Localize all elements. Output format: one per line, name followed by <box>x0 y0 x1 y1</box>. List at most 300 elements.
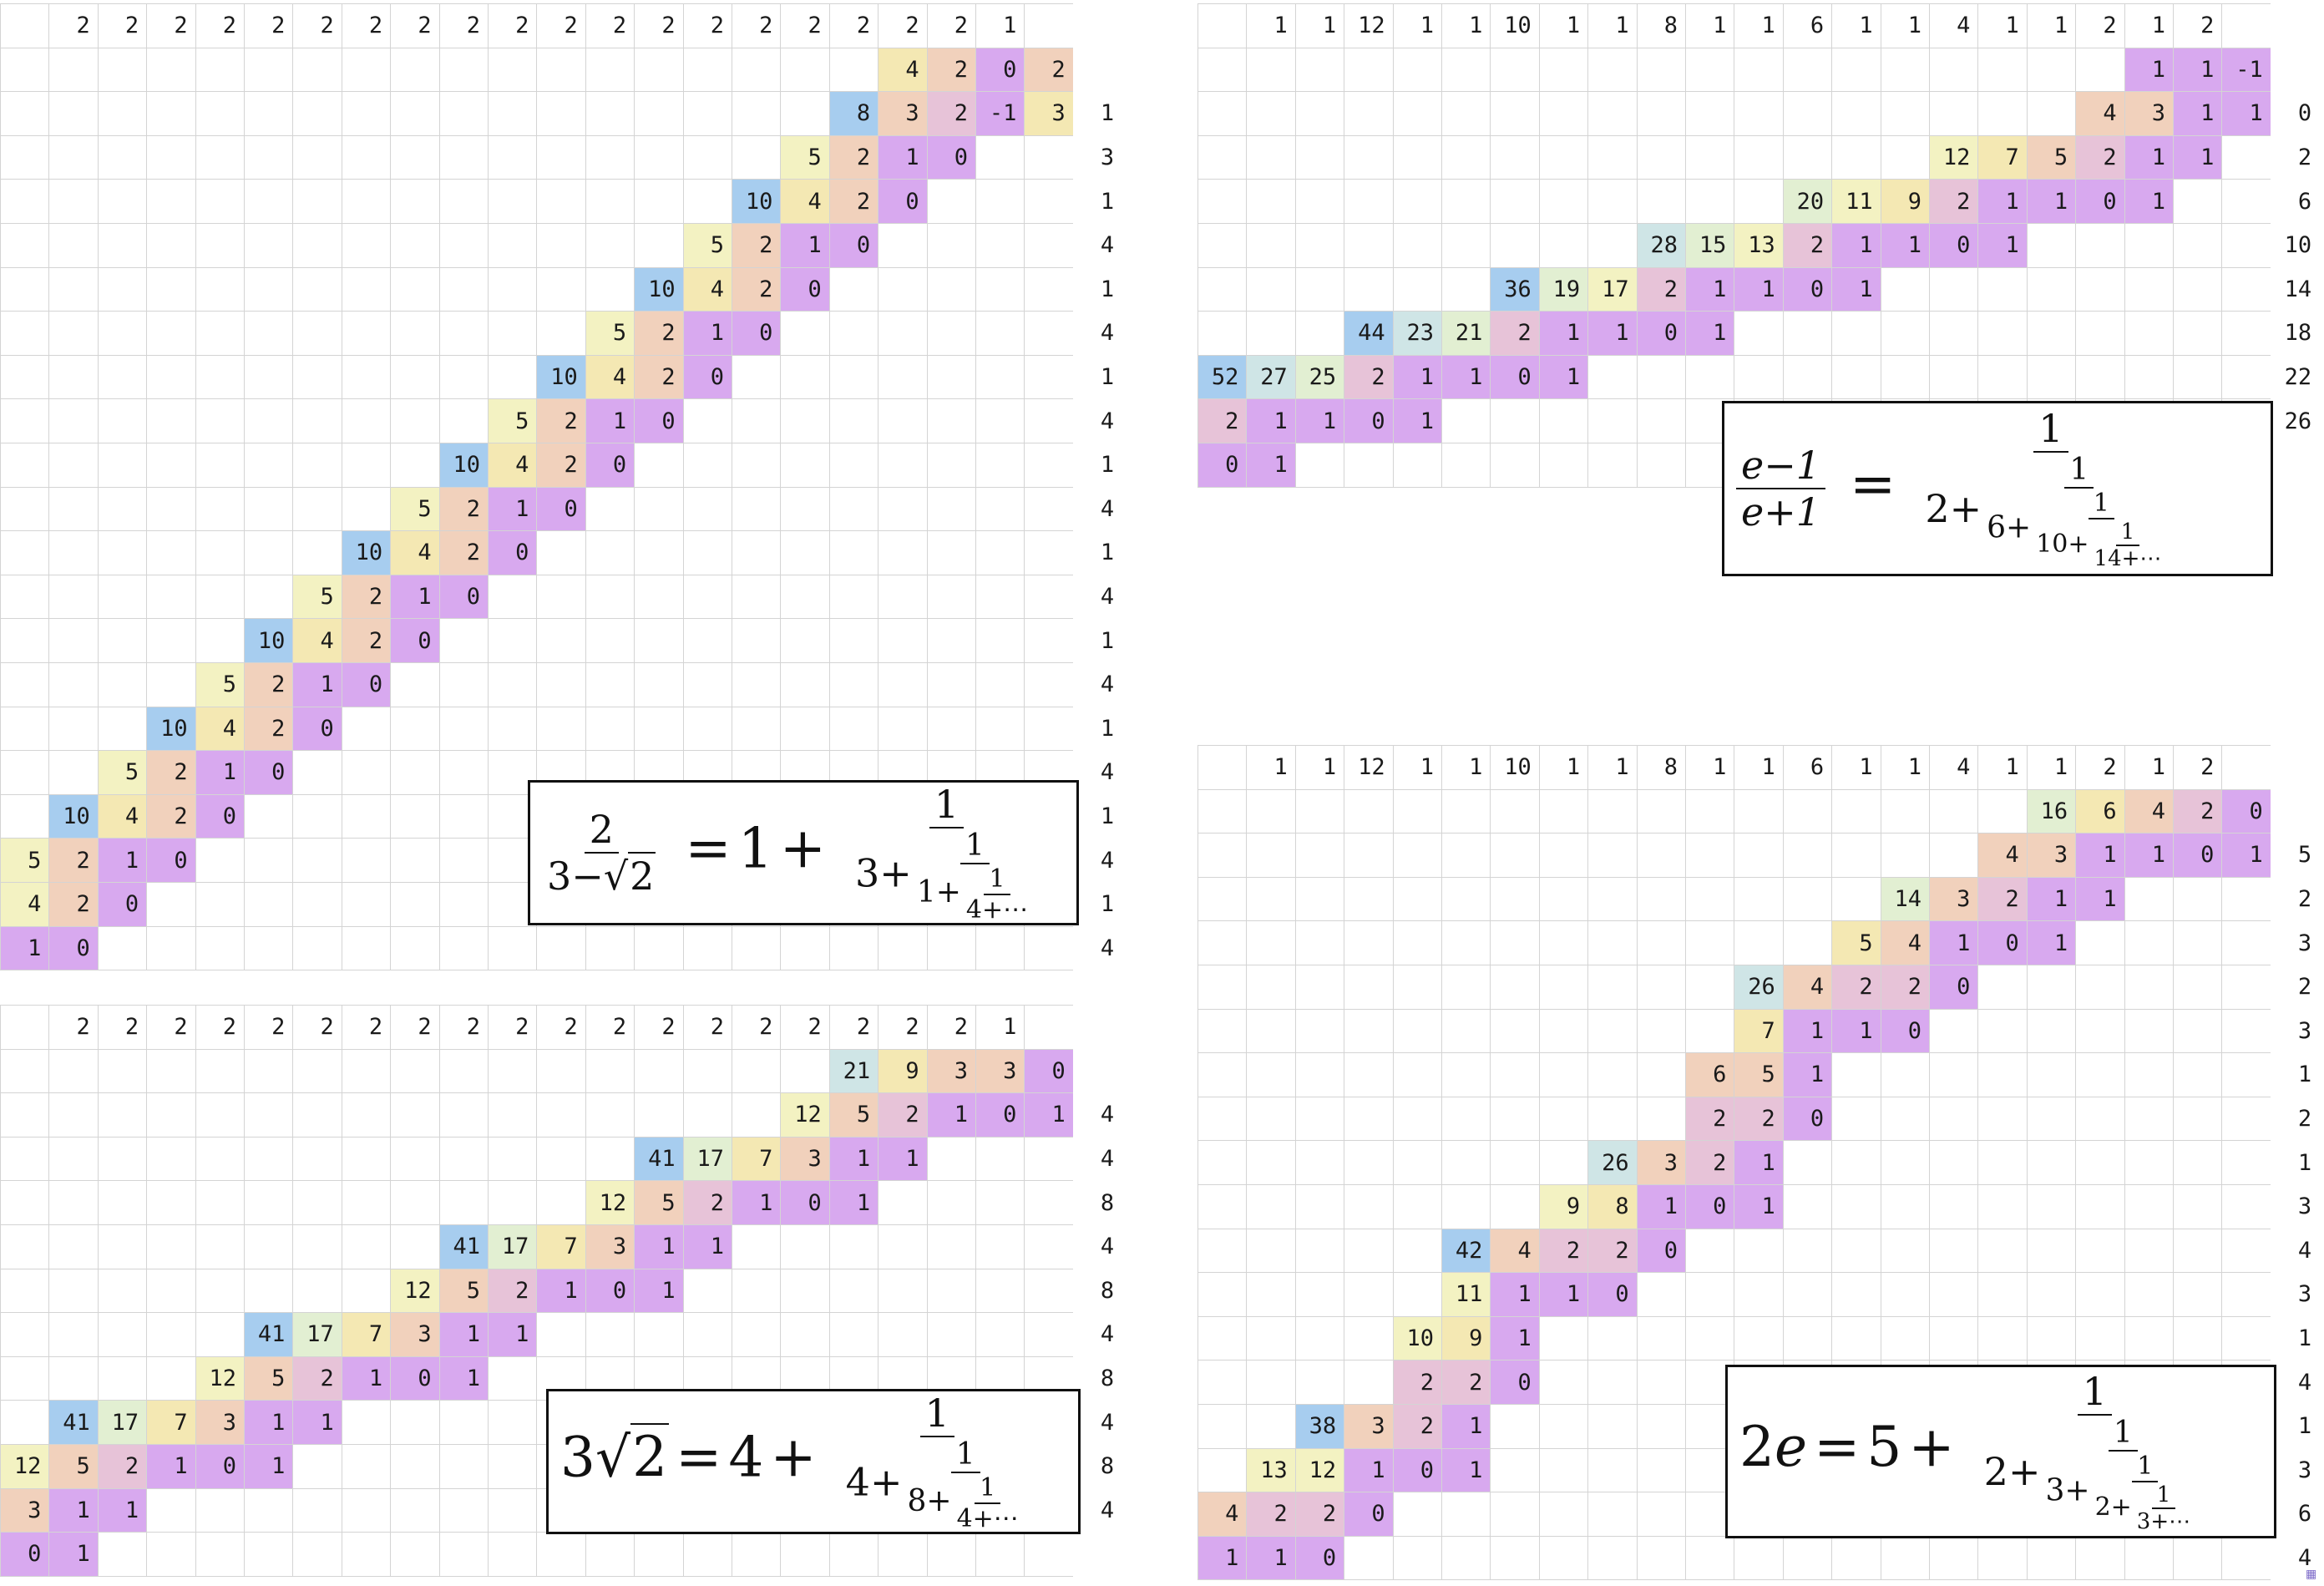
nested-fraction <box>2040 1416 2205 1534</box>
grid-cell-light-yellow: 13 <box>1734 223 1783 268</box>
grid-cell-empty <box>1295 965 1344 1010</box>
grid-cell-empty <box>1197 1316 1247 1361</box>
grid-cell-purple: 0 <box>1783 267 1832 312</box>
grid-cell-empty <box>1295 1316 1344 1361</box>
grid-cell-light-yellow: 13 <box>1246 1448 1295 1493</box>
grid-cell-empty <box>1490 1448 1539 1493</box>
grid-cell-pink: 2 <box>1587 1229 1637 1274</box>
right-column-value: 8 <box>1073 1180 1122 1225</box>
grid-cell-empty <box>292 487 342 532</box>
grid-cell-empty <box>390 662 439 707</box>
grid-cell-peach: 4 <box>1977 833 2027 878</box>
grid-cell-peach: 5 <box>1734 1052 1783 1097</box>
grid-cell-empty <box>1587 965 1637 1010</box>
grid-cell-empty <box>1344 1360 1393 1405</box>
grid-cell-purple: 1 <box>585 398 635 443</box>
grid-cell-empty <box>1441 1536 1491 1581</box>
grid-cell-empty <box>146 487 195 532</box>
grid-cell-empty <box>1587 1360 1637 1405</box>
grid-cell-empty <box>634 618 683 663</box>
grid-cell-empty <box>2075 1316 2124 1361</box>
grid-cell-empty <box>2027 91 2076 136</box>
grid-cell-empty <box>1246 1097 1295 1142</box>
grid-cell-peach: 5 <box>48 1444 98 1489</box>
grid-cell-empty <box>342 794 391 839</box>
top-row-value: 2 <box>244 1005 293 1050</box>
grid-cell-empty <box>878 530 927 575</box>
grid-cell-empty <box>292 1224 342 1269</box>
grid-cell-empty <box>439 179 489 224</box>
grid-cell-purple: 1 <box>2027 877 2076 922</box>
grid-cell-empty <box>2027 1009 2076 1054</box>
grid-cell-empty <box>1783 920 1832 965</box>
grid-cell-empty <box>2271 789 2320 834</box>
grid-cell-empty <box>1490 1184 1539 1229</box>
grid-cell-peach: 3 <box>1637 1140 1686 1185</box>
grid-cell-empty <box>975 1180 1025 1225</box>
grid-cell-empty <box>292 135 342 180</box>
grid-cell-empty <box>1539 965 1588 1010</box>
grid-cell-yellow: 5 <box>1831 920 1881 965</box>
grid-cell-empty <box>1197 267 1247 312</box>
grid-cell-purple: 1 <box>439 1356 489 1401</box>
grid-cell-empty <box>1344 91 1393 136</box>
grid-cell-purple: 1 <box>2124 179 2174 224</box>
grid-cell-peach: 5 <box>829 1092 878 1138</box>
grid-cell-empty <box>536 311 585 356</box>
grid-cell-empty <box>195 1049 245 1094</box>
grid-cell-purple: 0 <box>439 575 489 620</box>
grid-cell-empty <box>1393 1536 1442 1581</box>
grid-cell-empty <box>488 179 537 224</box>
grid-cell-blue: 10 <box>634 267 683 312</box>
grid-cell-pink: 2 <box>683 1180 732 1225</box>
grid-cell-empty <box>1637 1097 1686 1142</box>
grid-cell-empty <box>1881 135 1930 180</box>
grid-cell-empty <box>927 1532 976 1577</box>
grid-cell-purple: 0 <box>1881 1009 1930 1054</box>
grid-cell-empty <box>1024 707 1073 752</box>
grid-cell-purple: 0 <box>1587 1272 1637 1317</box>
grid-cell-empty <box>146 662 195 707</box>
grid-cell-empty <box>1024 1224 1073 1269</box>
grid-cell-empty <box>1977 1229 2027 1274</box>
grid-cell-purple: 1 <box>1734 1140 1783 1185</box>
grid-cell-empty <box>1831 1140 1881 1185</box>
grid-cell-empty <box>536 91 585 136</box>
grid-cell-empty <box>390 1400 439 1445</box>
radicand: 2 <box>630 854 655 899</box>
numerator: 1 <box>929 782 964 828</box>
grid-cell-empty <box>292 267 342 312</box>
grid-cell-pink: 2 <box>98 1444 147 1489</box>
right-column-value: 4 <box>1073 1137 1122 1182</box>
grid-cell-empty <box>1637 398 1686 443</box>
grid-cell-empty <box>195 487 245 532</box>
grid-cell-purple: 1 <box>2124 48 2174 93</box>
grid-cell-yellow: 4 <box>195 707 245 752</box>
grid-cell-yellow: 4 <box>98 794 147 839</box>
formula-box-3sqrt2 <box>546 1389 1081 1534</box>
grid-cell-empty <box>1197 920 1247 965</box>
grid-cell-empty <box>1295 1184 1344 1229</box>
numerator: 1 <box>2064 453 2094 489</box>
grid-cell-empty <box>2221 223 2271 268</box>
grid-cell-empty <box>195 223 245 268</box>
denominator <box>1979 1416 2210 1534</box>
grid-cell-empty <box>146 311 195 356</box>
grid-cell-empty <box>1246 223 1295 268</box>
grid-cell-purple: 1 <box>1734 1184 1783 1229</box>
grid-cell-empty <box>1295 1229 1344 1274</box>
numerator: 1 <box>2152 1482 2176 1509</box>
grid-cell-empty <box>536 1312 585 1357</box>
grid-cell-empty <box>1246 1360 1295 1405</box>
grid-cell-empty <box>1881 91 1930 136</box>
grid-cell-empty <box>878 223 927 268</box>
grid-cell-empty <box>2075 1229 2124 1274</box>
grid-cell-empty <box>975 311 1025 356</box>
grid-cell-yellow: 4 <box>878 48 927 93</box>
top-row-value: 2 <box>683 3 732 48</box>
grid-cell-empty <box>0 1356 49 1401</box>
grid-cell-yellow: 7 <box>536 1224 585 1269</box>
grid-cell-empty <box>342 1092 391 1138</box>
grid-cell-pink: 2 <box>1393 1360 1442 1405</box>
top-row-value: 4 <box>1929 745 1978 790</box>
grid-cell-empty <box>1344 877 1393 922</box>
grid-cell-empty <box>195 926 245 971</box>
grid-cell-empty <box>2124 1184 2174 1229</box>
top-row-value: 1 <box>1393 3 1442 48</box>
grid-cell-purple: 1 <box>1783 1052 1832 1097</box>
grid-cell-empty <box>2173 965 2222 1010</box>
grid-cell-empty <box>488 267 537 312</box>
grid-cell-purple: 1 <box>2221 91 2271 136</box>
grid-cell-empty <box>975 926 1025 971</box>
grid-cell-empty <box>1246 1140 1295 1185</box>
grid-cell-yellow: 4 <box>292 618 342 663</box>
right-column-value: 4 <box>1073 1400 1122 1445</box>
grid-cell-empty <box>683 618 732 663</box>
grid-cell-empty <box>2221 1316 2271 1361</box>
grid-cell-purple: 0 <box>1637 311 1686 356</box>
grid-cell-purple: 1 <box>1539 311 1588 356</box>
grid-cell-empty <box>48 707 98 752</box>
grid-cell-empty <box>927 1312 976 1357</box>
grid-cell-empty <box>146 179 195 224</box>
grid-cell-pink: 2 <box>1490 311 1539 356</box>
grid-cell-empty <box>2221 1097 2271 1142</box>
grid-cell-empty <box>439 926 489 971</box>
top-row-value: 10 <box>1490 3 1539 48</box>
grid-cell-purple: 1 <box>2075 833 2124 878</box>
grid-cell-empty <box>390 311 439 356</box>
grid-cell-empty <box>1929 1097 1978 1142</box>
numerator: 1 <box>2109 1416 2138 1452</box>
top-row-value: 1 <box>1246 3 1295 48</box>
grid-cell-empty <box>878 1224 927 1269</box>
grid-cell-empty <box>1490 1097 1539 1142</box>
grid-cell-empty <box>1539 1492 1588 1537</box>
grid-cell-purple: 1 <box>488 1312 537 1357</box>
grid-cell-light-yellow: 17 <box>1587 267 1637 312</box>
grid-cell-empty <box>1734 1316 1783 1361</box>
grid-cell-empty <box>1881 1184 1930 1229</box>
grid-cell-purple: 0 <box>1929 223 1978 268</box>
grid-cell-light-yellow: 5 <box>390 487 439 532</box>
grid-cell-peach: 4 <box>1881 920 1930 965</box>
grid-cell-empty <box>878 926 927 971</box>
grid-cell-purple: 0 <box>1490 1360 1539 1405</box>
grid-cell-empty <box>342 179 391 224</box>
grid-cell-empty <box>1441 135 1491 180</box>
grid-cell-empty <box>1344 179 1393 224</box>
top-row-value: 2 <box>780 1005 829 1050</box>
grid-cell-empty <box>1734 789 1783 834</box>
top-row-value: 2 <box>342 1005 391 1050</box>
grid-cell-empty <box>1539 1097 1588 1142</box>
grid-cell-empty <box>1024 575 1073 620</box>
grid-cell-empty <box>1587 1009 1637 1054</box>
grid-cell-empty <box>1441 877 1491 922</box>
grid-cell-empty <box>98 1312 147 1357</box>
grid-cell-empty <box>780 1312 829 1357</box>
grid-cell-empty <box>536 1180 585 1225</box>
grid-cell-purple: 0 <box>98 882 147 927</box>
top-row-value: 2 <box>634 3 683 48</box>
grid-cell-empty <box>585 135 635 180</box>
grid-cell-empty <box>2221 1272 2271 1317</box>
right-column-value: 4 <box>2271 1360 2320 1405</box>
grid-cell-purple: -1 <box>2221 48 2271 93</box>
grid-cell-empty <box>536 135 585 180</box>
right-column-value: 4 <box>1073 223 1122 268</box>
grid-cell-empty <box>2075 1536 2124 1581</box>
grid-cell-empty <box>927 487 976 532</box>
grid-cell-purple: 1 <box>2173 135 2222 180</box>
right-column-value: 4 <box>1073 1092 1122 1138</box>
right-column-value: 1 <box>1073 91 1122 136</box>
grid-cell-light-yellow: 5 <box>585 311 635 356</box>
grid-cell-empty <box>1441 920 1491 965</box>
grid-cell-empty <box>1587 398 1637 443</box>
grid-cell-empty <box>195 1092 245 1138</box>
grid-cell-empty <box>390 179 439 224</box>
grid-cell-empty <box>1685 1272 1734 1317</box>
grid-cell-empty <box>2173 1316 2222 1361</box>
grid-cell-empty <box>195 179 245 224</box>
grid-cell-empty <box>536 662 585 707</box>
grid-cell-empty <box>244 1269 293 1314</box>
grid-cell-empty <box>48 1224 98 1269</box>
grid-cell-empty <box>0 443 49 488</box>
grid-cell-empty <box>146 1224 195 1269</box>
term: 4+⋯ <box>965 894 1029 925</box>
top-row-value: 1 <box>1539 745 1588 790</box>
grid-cell-empty <box>1685 48 1734 93</box>
grid-cell-purple: 0 <box>585 1269 635 1314</box>
grid-cell-purple: 1 <box>292 1400 342 1445</box>
grid-cell-empty <box>1783 1140 1832 1185</box>
integer-part: 4 <box>728 1425 764 1489</box>
grid-cell-empty <box>1977 1140 2027 1185</box>
grid-cell-empty <box>1490 48 1539 93</box>
numerator: 1 <box>2089 489 2114 519</box>
grid-cell-empty <box>292 48 342 93</box>
right-column-value: 8 <box>1073 1444 1122 1489</box>
grid-cell-purple: 1 <box>829 1180 878 1225</box>
grid-cell-empty <box>1977 1316 2027 1361</box>
grid-cell-empty <box>1831 1316 1881 1361</box>
grid-cell-peach: 2 <box>244 662 293 707</box>
right-column-value: 3 <box>2271 1272 2320 1317</box>
grid-cell-empty <box>2173 1229 2222 1274</box>
grid-cell-empty <box>1685 1009 1734 1054</box>
grid-cell-empty <box>975 1224 1025 1269</box>
grid-cell-purple: 0 <box>195 794 245 839</box>
right-column-value: 4 <box>2271 1536 2320 1581</box>
grid-cell-empty <box>1539 877 1588 922</box>
grid-cell-empty <box>244 1224 293 1269</box>
grid-cell-empty <box>1587 91 1637 136</box>
grid-cell-mint: 25 <box>1295 355 1344 400</box>
grid-cell-peach: 2 <box>732 267 781 312</box>
grid-cell-empty <box>244 575 293 620</box>
grid-cell-purple: 1 <box>1685 311 1734 356</box>
grid-cell-pink: 2 <box>1783 223 1832 268</box>
grid-cell-empty <box>0 530 49 575</box>
grid-cell-empty <box>927 355 976 400</box>
grid-cell-empty <box>0 1224 49 1269</box>
grid-cell-empty <box>683 1532 732 1577</box>
grid-cell-empty <box>342 1532 391 1577</box>
grid-cell-empty <box>1881 311 1930 356</box>
grid-cell-empty <box>390 1444 439 1489</box>
grid-cell-empty <box>292 311 342 356</box>
grid-cell-empty <box>634 1049 683 1094</box>
grid-cell-empty <box>732 530 781 575</box>
grid-cell-empty <box>1490 223 1539 268</box>
grid-cell-empty <box>1929 48 1978 93</box>
grid-cell-empty <box>488 48 537 93</box>
grid-cell-empty <box>48 618 98 663</box>
grid-cell-empty <box>1024 1532 1073 1577</box>
grid-cell-empty <box>1024 1312 1073 1357</box>
grid-cell-empty <box>2027 1272 2076 1317</box>
grid-cell-empty <box>1246 267 1295 312</box>
right-column-value: 4 <box>1073 838 1122 883</box>
grid-cell-empty <box>1024 267 1073 312</box>
grid-cell-empty <box>146 1312 195 1357</box>
grid-cell-purple: 1 <box>2173 48 2222 93</box>
grid-cell-yellow: 4 <box>683 267 732 312</box>
grid-cell-peach: 3 <box>1929 877 1978 922</box>
grid-cell-empty <box>1881 1052 1930 1097</box>
term: 3+ <box>855 850 912 895</box>
grid-cell-empty <box>2221 1536 2271 1581</box>
grid-cell-purple: 0 <box>975 1092 1025 1138</box>
grid-cell-empty <box>0 48 49 93</box>
grid-cell-empty <box>634 1532 683 1577</box>
grid-cell-empty <box>829 355 878 400</box>
grid-cell-empty <box>48 1269 98 1314</box>
grid-cell-empty <box>1393 789 1442 834</box>
grid-cell-empty <box>48 1356 98 1401</box>
grid-cell-empty <box>1587 833 1637 878</box>
grid-cell-empty <box>1197 745 1247 790</box>
grid-cell-empty <box>390 750 439 795</box>
grid-cell-blue: 36 <box>1490 267 1539 312</box>
grid-cell-empty <box>1490 1492 1539 1537</box>
numerator: 1 <box>2078 1369 2112 1416</box>
grid-cell-light-yellow: 5 <box>780 135 829 180</box>
grid-cell-empty <box>488 1400 537 1445</box>
denominator <box>2090 1482 2201 1534</box>
grid-cell-empty <box>1685 920 1734 965</box>
grid-cell-empty <box>390 794 439 839</box>
nested-fraction <box>2132 1482 2195 1534</box>
grid-cell-empty <box>2173 1140 2222 1185</box>
grid-cell-empty <box>1539 179 1588 224</box>
grid-cell-empty <box>1246 1229 1295 1274</box>
grid-cell-empty <box>780 1224 829 1269</box>
grid-cell-yellow: 7 <box>342 1312 391 1357</box>
grid-cell-empty <box>634 926 683 971</box>
grid-cell-peach: 5 <box>244 1356 293 1401</box>
grid-cell-empty <box>585 575 635 620</box>
integer-part: 5 <box>1866 1415 1902 1479</box>
grid-cell-empty <box>48 530 98 575</box>
grid-cell-empty <box>1977 311 2027 356</box>
grid-cell-empty <box>390 1137 439 1182</box>
grid-cell-empty <box>439 223 489 268</box>
top-row-value: 1 <box>1685 745 1734 790</box>
grid-cell-empty <box>1295 223 1344 268</box>
grid-cell-empty <box>780 530 829 575</box>
grid-cell-empty <box>1344 920 1393 965</box>
top-row-value: 2 <box>292 3 342 48</box>
grid-cell-purple: 1 <box>2221 833 2271 878</box>
grid-cell-empty <box>927 926 976 971</box>
top-row-value: 1 <box>1441 3 1491 48</box>
term: 10+ <box>2036 530 2089 559</box>
grid-cell-empty <box>1881 1229 1930 1274</box>
grid-cell-empty <box>2173 1052 2222 1097</box>
grid-cell-purple: 1 <box>1246 1536 1295 1581</box>
grid-cell-empty <box>2271 745 2320 790</box>
grid-cell-empty <box>1587 920 1637 965</box>
right-column-value: 3 <box>2271 1184 2320 1229</box>
grid-cell-peach: 2 <box>927 48 976 93</box>
top-row-value: 1 <box>1977 745 2027 790</box>
top-row-value: 1 <box>1441 745 1491 790</box>
grid-cell-empty <box>1977 1272 2027 1317</box>
grid-cell-empty <box>1197 3 1247 48</box>
grid-cell-empty <box>1637 1009 1686 1054</box>
grid-cell-peach: 2 <box>146 750 195 795</box>
top-row-value: 1 <box>1734 745 1783 790</box>
grid-cell-empty <box>1024 135 1073 180</box>
grid-cell-empty <box>975 530 1025 575</box>
grid-cell-empty <box>98 311 147 356</box>
grid-cell-empty <box>1637 179 1686 224</box>
grid-cell-purple: 1 <box>98 1488 147 1533</box>
grid-cell-empty <box>1734 135 1783 180</box>
grid-cell-empty <box>98 1532 147 1577</box>
grid-cell-purple: 1 <box>244 1444 293 1489</box>
grid-cell-empty <box>146 355 195 400</box>
